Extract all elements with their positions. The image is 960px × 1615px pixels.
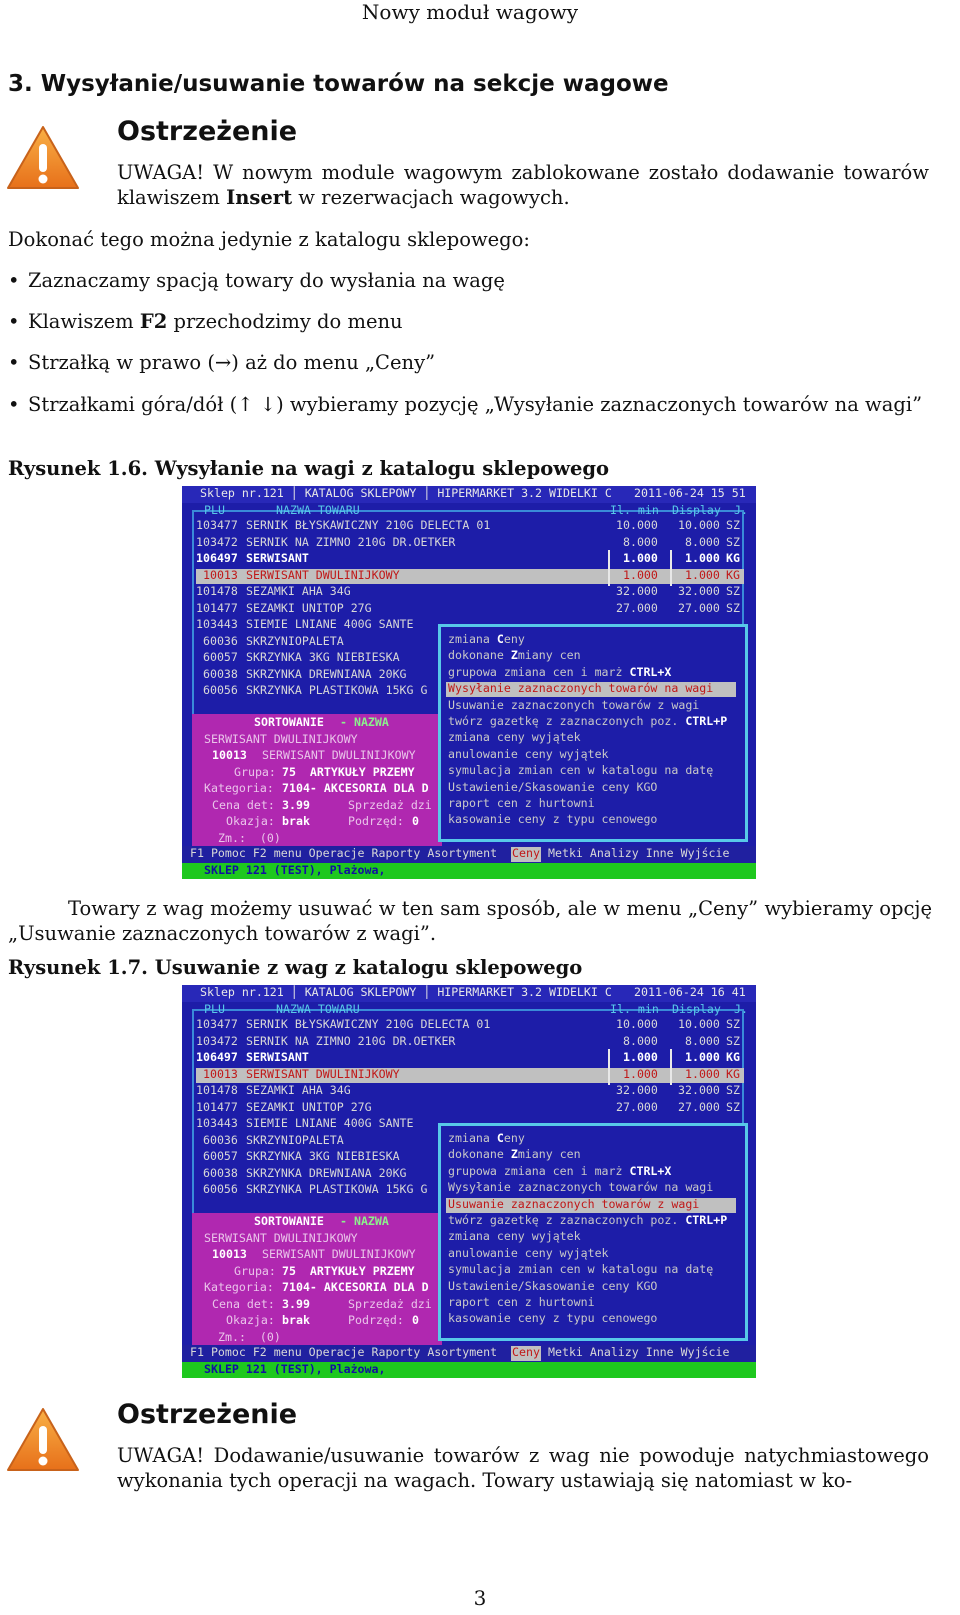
menu-item: twórz gazetkę z zaznaczonych poz. CTRL+P <box>448 1213 728 1227</box>
menu-item: anulowanie ceny wyjątek <box>448 746 609 761</box>
okazja-label: Okazja: <box>226 814 275 828</box>
menu-item: raport cen z hurtowni <box>448 1295 595 1309</box>
zm-label: Zm.: (0) <box>218 830 281 845</box>
table-row-unit: SZ <box>726 534 740 549</box>
status-menu-right: Metki Analizy Inne Wyjście <box>548 1345 730 1359</box>
cena-label: Cena det: <box>212 797 275 812</box>
table-row-plu: 106497 <box>196 551 238 565</box>
table-row-name: SERNIK NA ZIMNO 210G DR.OETKER <box>246 534 456 549</box>
grupa-value: 75 ARTYKUŁY PRZEMY <box>282 1263 415 1278</box>
middle-paragraph: Towary z wag możemy usuwać w ten sam sposób, ale w menu „Ceny” wybieramy opcję „Usuwanie zaznaczonych towarów z wagi”. <box>8 897 932 945</box>
menu-item: twórz gazetkę z zaznaczonych poz. CTRL+P <box>448 714 728 728</box>
menu-item: zmiana Ceny <box>448 632 525 646</box>
table-row-plu: 101477 <box>196 600 238 615</box>
menu-item: Ustawienie/Skasowanie ceny KGO <box>448 1278 658 1293</box>
column-header-j: J. <box>734 503 748 517</box>
table-row-il: 27.000 <box>616 1099 658 1114</box>
table-row-display: 27.000 <box>678 600 720 615</box>
detail-plu-name: SERWISANT DWULINIJKOWY <box>262 748 416 762</box>
table-row-plu: 106497 <box>196 1050 238 1064</box>
table-row-unit: SZ <box>726 600 740 615</box>
column-header-name: NAZWA TOWARU <box>276 503 360 517</box>
table-row-display: 1.000 <box>678 567 720 582</box>
column-header-name: NAZWA TOWARU <box>276 1002 360 1016</box>
table-row-plu: 60038 <box>196 1165 238 1180</box>
list-item: • Klawiszem F2 przechodzimy do menu <box>8 310 403 333</box>
detail-plu-name: SERWISANT DWULINIJKOWY <box>262 1247 416 1261</box>
terminal-screenshot-remove <box>182 985 756 1378</box>
figure-caption: Rysunek 1.6. Wysyłanie na wagi z katalogu sklepowego <box>8 457 610 480</box>
table-row-plu: 103477 <box>196 518 238 532</box>
table-row-plu: 60057 <box>196 650 238 664</box>
menu-item: kasowanie ceny z typu cenowego <box>448 812 658 827</box>
table-row-name: SERWISANT DWULINIJKOWY <box>246 567 400 582</box>
table-row-name: SKRZYNIOPALETA <box>246 1132 344 1147</box>
table-row-unit: KG <box>726 1050 740 1064</box>
table-row-plu: 10013 <box>196 567 238 582</box>
table-row-unit: KG <box>726 551 740 565</box>
column-header-il: Il. min <box>610 1002 659 1016</box>
table-row-display: 1.000 <box>678 551 720 565</box>
menu-item: zmiana Ceny <box>448 1131 525 1145</box>
column-header-plu: PLU <box>204 1002 225 1016</box>
menu-item: Usuwanie zaznaczonych towarów z wagi <box>448 1196 700 1211</box>
table-row-name: SKRZYNIOPALETA <box>246 633 344 648</box>
warning-icon <box>6 1406 80 1474</box>
table-row-name: SERWISANT DWULINIJKOWY <box>246 1066 400 1081</box>
menu-item: Ustawienie/Skasowanie ceny KGO <box>448 779 658 794</box>
menu-item: dokonane Zmiany cen <box>448 1147 581 1162</box>
table-row-name: SERWISANT <box>246 551 309 565</box>
shop-bar-label: SKLEP 121 (TEST), Plażowa, <box>204 1362 386 1376</box>
grupa-label: Grupa: <box>234 1263 276 1278</box>
table-row-il: 1.000 <box>616 551 658 565</box>
sort-value: - NAZWA <box>340 1214 389 1228</box>
kategoria-label: Kategoria: <box>204 781 274 795</box>
detail-name: SERWISANT DWULINIJKOWY <box>204 731 358 746</box>
menu-item: symulacja zmian cen w katalogu na datę <box>448 763 714 778</box>
intro-paragraph: Dokonać tego można jedynie z katalogu sklepowego: <box>8 228 530 251</box>
menu-item: dokonane Zmiany cen <box>448 648 581 663</box>
column-divider <box>670 1049 672 1085</box>
list-item: • Zaznaczamy spacją towary do wysłania na wagę <box>8 269 505 292</box>
table-row-name: SEZAMKI UNITOP 27G <box>246 600 372 615</box>
table-row-display: 10.000 <box>678 518 720 532</box>
table-row-il: 32.000 <box>616 1083 658 1097</box>
table-row-plu: 103443 <box>196 617 238 631</box>
list-item: • Strzałką w prawo (→) aż do menu „Ceny” <box>8 351 436 374</box>
table-row-display: 32.000 <box>678 584 720 598</box>
status-menu-left: F1 Pomoc F2 menu Operacje Raporty Asortyment <box>190 846 498 860</box>
table-row-display: 8.000 <box>678 534 720 549</box>
table-row-name: SKRZYNKA 3KG NIEBIESKA <box>246 1149 400 1163</box>
table-row-il: 27.000 <box>616 600 658 615</box>
table-row-unit: SZ <box>726 1083 740 1097</box>
table-row-plu: 60056 <box>196 1182 238 1196</box>
cena-value: 3.99 <box>282 1296 310 1311</box>
menu-item: Wysyłanie zaznaczonych towarów na wagi <box>448 1180 714 1195</box>
menu-item: raport cen z hurtowni <box>448 796 595 810</box>
podrzed-label: Podrzęd: <box>348 1313 404 1327</box>
table-row-name: SEZAMKI AHA 34G <box>246 1083 351 1097</box>
podrzed-value: 0 <box>412 1313 419 1327</box>
table-row-plu: 101478 <box>196 584 238 598</box>
table-row-unit: SZ <box>726 1033 740 1048</box>
table-row-plu: 60057 <box>196 1149 238 1163</box>
detail-plu: 10013 <box>212 1247 247 1261</box>
table-row-display: 27.000 <box>678 1099 720 1114</box>
table-row-plu: 10013 <box>196 1066 238 1081</box>
cena-value: 3.99 <box>282 797 310 812</box>
podrzed-value: 0 <box>412 814 419 828</box>
table-row-name: SKRZYNKA DREWNIANA 20KG <box>246 1165 407 1180</box>
table-row-plu: 101478 <box>196 1083 238 1097</box>
podrzed-label: Podrzęd: <box>348 814 404 828</box>
terminal-title: Sklep nr.121 │ KATALOG SKLEPOWY │ HIPERMARKET 3.2 WIDELKI C <box>200 486 612 500</box>
terminal-title: Sklep nr.121 │ KATALOG SKLEPOWY │ HIPERMARKET 3.2 WIDELKI C <box>200 985 612 999</box>
menu-item: zmiana ceny wyjątek <box>448 730 581 745</box>
table-row-name: SKRZYNKA 3KG NIEBIESKA <box>246 650 400 664</box>
table-row-plu: 60036 <box>196 1132 238 1147</box>
table-row-plu: 103477 <box>196 1017 238 1031</box>
table-row-display: 10.000 <box>678 1017 720 1031</box>
table-row-name: SKRZYNKA DREWNIANA 20KG <box>246 666 407 681</box>
table-row-unit: SZ <box>726 518 740 532</box>
column-divider <box>608 1049 610 1085</box>
table-row-unit: SZ <box>726 1017 740 1031</box>
table-row-name: SERWISANT <box>246 1050 309 1064</box>
okazja-value: brak <box>282 1313 310 1327</box>
table-row-unit: KG <box>726 1066 740 1081</box>
terminal-date: 2011-06-24 15 51 <box>634 486 746 500</box>
sort-label: SORTOWANIE <box>254 1214 324 1228</box>
detail-plu: 10013 <box>212 748 247 762</box>
column-divider <box>608 550 610 586</box>
cena-label: Cena det: <box>212 1296 275 1311</box>
zm-label: Zm.: (0) <box>218 1329 281 1344</box>
table-row-il: 10.000 <box>616 1017 658 1031</box>
table-row-il: 8.000 <box>616 534 658 549</box>
table-row-name: SERNIK NA ZIMNO 210G DR.OETKER <box>246 1033 456 1048</box>
warning-title: Ostrzeżenie <box>117 116 298 147</box>
kategoria-label: Kategoria: <box>204 1280 274 1294</box>
table-row-display: 1.000 <box>678 1050 720 1064</box>
kategoria-value: 7104- AKCESORIA DLA D <box>282 1280 429 1294</box>
table-row-unit: SZ <box>726 584 740 598</box>
table-row-il: 1.000 <box>616 1066 658 1081</box>
table-row-unit: SZ <box>726 1099 740 1114</box>
table-row-il: 1.000 <box>616 1050 658 1064</box>
table-row-display: 32.000 <box>678 1083 720 1097</box>
table-row-display: 1.000 <box>678 1066 720 1081</box>
table-row-name: SIEMIE LNIANE 400G SANTE <box>246 617 414 631</box>
table-row-name: SERNIK BŁYSKAWICZNY 210G DELECTA 01 <box>246 1017 491 1031</box>
sort-label: SORTOWANIE <box>254 715 324 729</box>
table-row-plu: 60036 <box>196 633 238 648</box>
menu-item: anulowanie ceny wyjątek <box>448 1245 609 1260</box>
table-row-plu: 103443 <box>196 1116 238 1130</box>
sort-value: - NAZWA <box>340 715 389 729</box>
table-row-il: 8.000 <box>616 1033 658 1048</box>
kategoria-value: 7104- AKCESORIA DLA D <box>282 781 429 795</box>
list-item: • Strzałkami góra/dół (↑ ↓) wybieramy pozycję „Wysyłanie zaznaczonych towarów na wagi” <box>8 393 923 416</box>
menu-item: symulacja zmian cen w katalogu na datę <box>448 1262 714 1277</box>
status-ceny: Ceny <box>512 846 540 860</box>
column-header-plu: PLU <box>204 503 225 517</box>
menu-item: grupowa zmiana cen i marż CTRL+X <box>448 664 672 679</box>
menu-item: zmiana ceny wyjątek <box>448 1229 581 1244</box>
table-row-plu: 103472 <box>196 534 238 549</box>
table-row-name: SKRZYNKA PLASTIKOWA 15KG G <box>246 683 428 697</box>
table-row-il: 32.000 <box>616 584 658 598</box>
okazja-label: Okazja: <box>226 1313 275 1327</box>
okazja-value: brak <box>282 814 310 828</box>
table-row-name: SEZAMKI AHA 34G <box>246 584 351 598</box>
section-title: 3. Wysyłanie/usuwanie towarów na sekcje wagowe <box>8 71 669 97</box>
column-divider <box>670 550 672 586</box>
table-row-name: SKRZYNKA PLASTIKOWA 15KG G <box>246 1182 428 1196</box>
menu-item: kasowanie ceny z typu cenowego <box>448 1311 658 1326</box>
table-row-display: 8.000 <box>678 1033 720 1048</box>
status-menu-left: F1 Pomoc F2 menu Operacje Raporty Asortyment <box>190 1345 498 1359</box>
table-row-il: 10.000 <box>616 518 658 532</box>
warning-icon <box>6 124 80 192</box>
terminal-date: 2011-06-24 16 41 <box>634 985 746 999</box>
column-header-display: Display <box>672 1002 721 1016</box>
warning-text: UWAGA! W nowym module wagowym zablokowane zostało dodawanie towarów klawiszem Insert w rezerwacjach wagowych. <box>117 161 929 209</box>
status-ceny: Ceny <box>512 1345 540 1359</box>
menu-item: Usuwanie zaznaczonych towarów z wagi <box>448 697 700 712</box>
warning-text: UWAGA! Dodawanie/usuwanie towarów z wag nie powoduje natychmiastowego wykonania tych operacji na wagach. Towary ustawiają się natomiast w ko- <box>117 1444 929 1492</box>
table-row-plu: 60056 <box>196 683 238 697</box>
running-header: Nowy moduł wagowy <box>361 0 579 24</box>
detail-name: SERWISANT DWULINIJKOWY <box>204 1230 358 1245</box>
sprzedaz-label: Sprzedaż dzi <box>348 1296 432 1311</box>
table-row-plu: 60038 <box>196 666 238 681</box>
sprzedaz-label: Sprzedaż dzi <box>348 797 432 812</box>
figure-caption: Rysunek 1.7. Usuwanie z wag z katalogu sklepowego <box>8 956 583 979</box>
column-header-j: J. <box>734 1002 748 1016</box>
table-row-name: SEZAMKI UNITOP 27G <box>246 1099 372 1114</box>
grupa-label: Grupa: <box>234 764 276 779</box>
status-menu-right: Metki Analizy Inne Wyjście <box>548 846 730 860</box>
warning-title: Ostrzeżenie <box>117 1399 298 1430</box>
column-header-display: Display <box>672 503 721 517</box>
table-row-name: SIEMIE LNIANE 400G SANTE <box>246 1116 414 1130</box>
column-header-il: Il. min <box>610 503 659 517</box>
table-row-name: SERNIK BŁYSKAWICZNY 210G DELECTA 01 <box>246 518 491 532</box>
grupa-value: 75 ARTYKUŁY PRZEMY <box>282 764 415 779</box>
table-row-plu: 103472 <box>196 1033 238 1048</box>
table-row-il: 1.000 <box>616 567 658 582</box>
table-row-unit: KG <box>726 567 740 582</box>
menu-item: grupowa zmiana cen i marż CTRL+X <box>448 1163 672 1178</box>
shop-bar-label: SKLEP 121 (TEST), Plażowa, <box>204 863 386 877</box>
menu-item: Wysyłanie zaznaczonych towarów na wagi <box>448 681 714 696</box>
page-number: 3 <box>473 1586 487 1610</box>
table-row-plu: 101477 <box>196 1099 238 1114</box>
terminal-screenshot-send <box>182 486 756 879</box>
